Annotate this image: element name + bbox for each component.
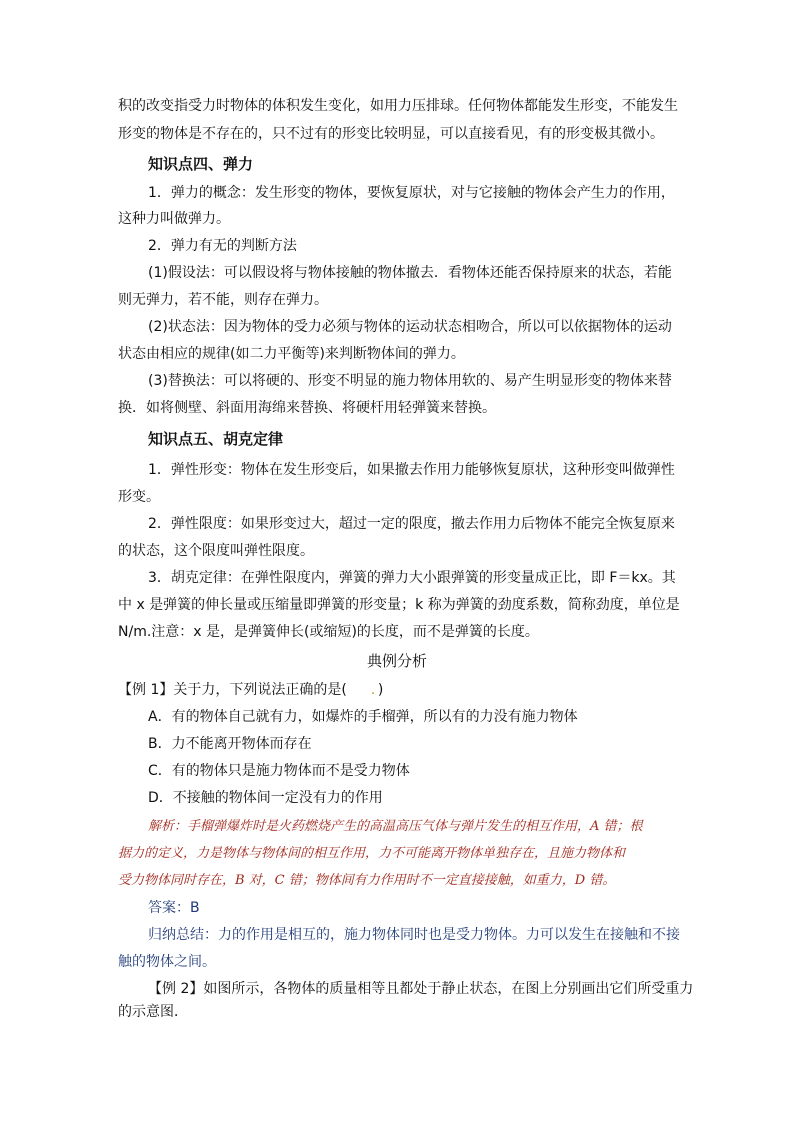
example1-paren-close: ) [377,682,384,698]
option-d: D．不接触的物体间一定没有力的作用 [148,790,383,806]
example1-paren-dot: ． [370,682,378,698]
s5-item2-line2: 的状态，这个限度叫弹性限度。 [118,543,314,559]
section5-title: 知识点五、胡克定律 [148,430,284,448]
s4-method2-line1: (2)状态法：因为物体的受力必须与物体的运动状态相吻合，所以可以依据物体的运动 [148,319,672,335]
s5-item1-line1: 1．弹性形变：物体在发生形变后，如果撤去作用力能够恢复原状，这种形变叫做弹性 [148,462,675,478]
explanation-line-1: 解析：手榴弹爆炸时是火药燃烧产生的高温高压气体与弹片发生的相互作用，A 错；根 [148,819,643,834]
s4-item2: 2．弹力有无的判断方法 [148,238,297,254]
intro-line-1: 积的改变指受力时物体的体积发生变化，如用力压排球。任何物体都能发生形变，不能发生 [118,98,678,114]
option-a: A．有的物体自己就有力，如爆炸的手榴弹，所以有的力没有施力物体 [148,709,578,725]
s4-item1-line2: 这种力叫做弹力。 [118,211,230,227]
example2-line-2: 的示意图． [118,1004,188,1020]
s5-item3-line3: N/m.注意：x 是，是弹簧伸长(或缩短)的长度，而不是弹簧的长度。 [118,624,539,640]
summary-line-1: 归纳总结：力的作用是相互的，施力物体同时也是受力物体。力可以发生在接触和不接 [148,927,680,943]
s4-item1-line1: 1．弹力的概念：发生形变的物体，要恢复原状，对与它接触的物体会产生力的作用， [148,185,675,201]
examples-title: 典例分析 [366,652,427,670]
intro-line-2: 形变的物体是不存在的，只不过有的形变比较明显，可以直接看见，有的形变极其微小。 [118,126,664,142]
s5-item2-line1: 2．弹性限度：如果形变过大，超过一定的限度，撤去作用力后物体不能完全恢复原来 [148,516,675,532]
s4-method3-line2: 换．如将侧壁、斜面用海绵来替换、将硬杆用轻弹簧来替换。 [118,400,496,416]
explanation-line-2: 据力的定义，力是物体与物体间的相互作用，力不可能离开物体单独存在，且施力物体和 [118,846,626,861]
example1-stem-text: 【例 1】关于力，下列说法正确的是( [118,682,347,698]
example2-line-1: 【例 2】如图所示，各物体的质量相等且都处于静止状态，在图上分别画出它们所受重力 [148,981,694,997]
s5-item3-line1: 3．胡克定律：在弹性限度内，弹簧的弹力大小跟弹簧的形变量成正比，即 F＝kx。其 [148,570,676,586]
s5-item1-line2: 形变。 [118,489,160,505]
summary-line-2: 触的物体之间。 [118,954,216,970]
example1-stem [118,680,383,700]
s4-method2-line2: 状态由相应的规律(如二力平衡等)来判断物体间的弹力。 [118,346,465,362]
s4-method3-line1: (3)替换法：可以将硬的、形变不明显的施力物体用软的、易产生明显形变的物体来替 [148,373,672,389]
s4-method1-line2: 则无弹力，若不能，则存在弹力。 [118,292,328,308]
s4-method1-line1: (1)假设法：可以假设将与物体接触的物体撤去．看物体还能否保持原来的状态，若能 [148,265,672,281]
explanation-line-3: 受力物体同时存在，B 对，C 错；物体间有力作用时不一定直接接触，如重力，D 错。 [118,873,616,888]
option-b: B．力不能离开物体而存在 [148,736,312,752]
option-c: C．有的物体只是施力物体而不是受力物体 [148,763,410,779]
s5-item3-line2: 中 x 是弹簧的伸长量或压缩量即弹簧的形变量；k 称为弹簧的劲度系数，简称劲度，单位是 [118,597,680,613]
section4-title: 知识点四、弹力 [148,155,254,173]
answer: 答案：B [148,900,200,916]
